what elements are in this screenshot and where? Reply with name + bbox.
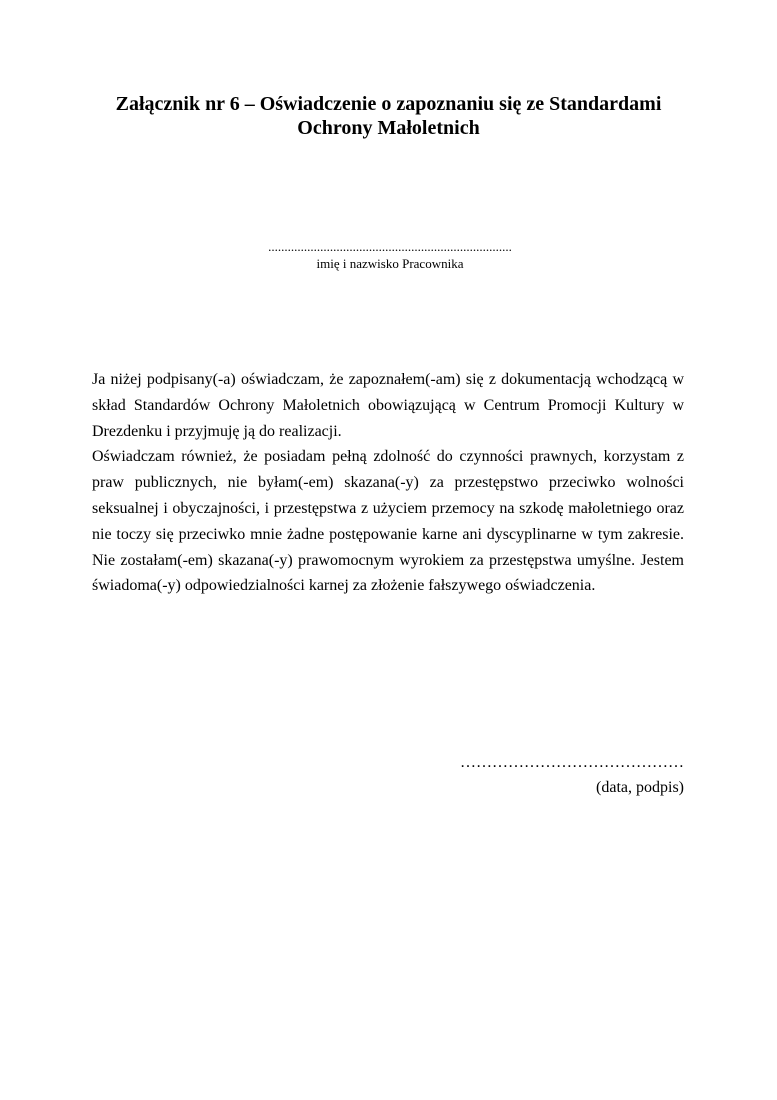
declaration-text — [92, 367, 684, 599]
employee-name-field — [180, 240, 600, 272]
signature-dotted-line: …………………………………… — [460, 754, 684, 771]
signature-label: (data, podpis) — [596, 779, 684, 796]
declaration-paragraph-1: Ja niżej podpisany(-a) oświadczam, że zapoznałem(-am) się z dokumentacją wchodzącą w skład Standardów Ochrony Małoletnich obowiązującą w Centrum Promocji Kultury w Drezdenku i przyjmuję ją do realizacji. — [92, 371, 684, 440]
document-title-line-1: Załącznik nr 6 – Oświadczenie o zapoznaniu się ze Standardami — [115, 93, 662, 115]
signature-field — [460, 752, 684, 799]
employee-name-dotted-line: ........................................................................... — [268, 239, 512, 254]
declaration-paragraph-2: Oświadczam również, że posiadam pełną zdolność do czynności prawnych, korzystam z praw publicznych, nie byłam(-em) skazana(-y) za przestępstwo przeciwko wolności seksualnej i obyczajności, i przestępstwa z użyciem przemocy na szkodę małoletniego oraz nie toczy się przeciwko mnie żadne postępowanie karne ani dyscyplinarne w tym zakresie. Nie zostałam(-em) skazana(-y) prawomocnym wyrokiem za przestępstwa umyślne. Jestem świadoma(-y) odpowiedzialności karnej za złożenie fałszywego oświadczenia. — [92, 448, 684, 595]
document-title-line-2: Ochrony Małoletnich — [297, 117, 480, 139]
employee-name-label: imię i nazwisko Pracownika — [316, 256, 464, 271]
